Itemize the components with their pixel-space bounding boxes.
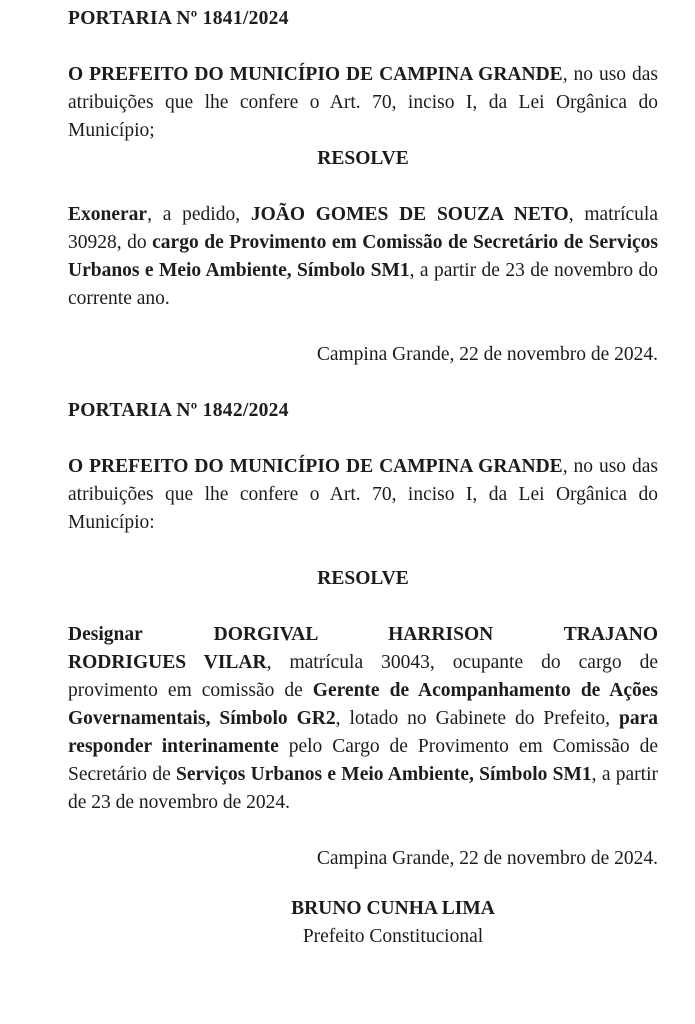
signature-role: Prefeito Constitucional [302, 926, 484, 947]
body-text: , a partir de 23 de novembro de 2024. [68, 764, 658, 813]
portaria-1841-title: PORTARIA Nº 1841/2024 [68, 8, 289, 29]
cargo-text: Serviços Urbanos e Meio Ambiente, Símbolo SM1 [176, 764, 592, 785]
portaria-1842-preamble [68, 453, 658, 537]
portaria-1841-resolve: RESOLVE [317, 148, 409, 169]
portaria-1841-date: Campina Grande, 22 de novembro de 2024. [316, 344, 658, 365]
portaria-1842-name-line [68, 621, 658, 649]
portaria-1841-body [68, 201, 658, 313]
verb-designar: Designar [68, 624, 143, 645]
body-text: , matrícula 30928, do [68, 204, 658, 253]
portaria-1842-resolve: RESOLVE [317, 568, 409, 589]
document-page [68, 5, 658, 951]
person-name: JOÃO GOMES DE SOUZA NETO [250, 204, 569, 225]
person-name-line1: DORGIVAL HARRISON TRAJANO [213, 624, 658, 645]
body-text: , a pedido, [147, 204, 251, 225]
cargo-text: cargo de Provimento em Comissão de Secretário de Serviços Urbanos e Meio Ambiente, Símbolo SM1 [68, 232, 659, 281]
verb-exonerar: Exonerar [68, 204, 148, 225]
preamble-text: , no uso das atribuições que lhe confere o Art. 70, inciso I, da Lei Orgânica do Município; [68, 64, 658, 141]
portaria-1842-body [68, 649, 658, 817]
preamble-text: , no uso das atribuições que lhe confere o Art. 70, inciso I, da Lei Orgânica do Município: [68, 456, 658, 533]
body-text: , matrícula 30043, ocupante do cargo de provimento em comissão de [68, 652, 658, 701]
body-text: pelo Cargo de Provimento em Comissão de Secretário de [68, 736, 659, 785]
body-text: , a partir de 23 de novembro do corrente ano. [68, 260, 658, 309]
portaria-1842-title: PORTARIA Nº 1842/2024 [68, 400, 289, 421]
authority-name: O PREFEITO DO MUNICÍPIO DE CAMPINA GRANDE [68, 64, 563, 85]
person-name-line2: RODRIGUES VILAR [68, 652, 267, 673]
cargo-text: Gerente de Acompanhamento de Ações Governamentais, Símbolo GR2 [68, 680, 658, 729]
purpose-text: para responder interinamente [68, 708, 658, 757]
portaria-1842-date: Campina Grande, 22 de novembro de 2024. [316, 848, 658, 869]
portaria-1841-preamble [68, 61, 658, 145]
authority-name: O PREFEITO DO MUNICÍPIO DE CAMPINA GRANDE [68, 456, 563, 477]
signature-name: BRUNO CUNHA LIMA [291, 898, 495, 919]
body-text: , lotado no Gabinete do Prefeito, [335, 708, 619, 729]
